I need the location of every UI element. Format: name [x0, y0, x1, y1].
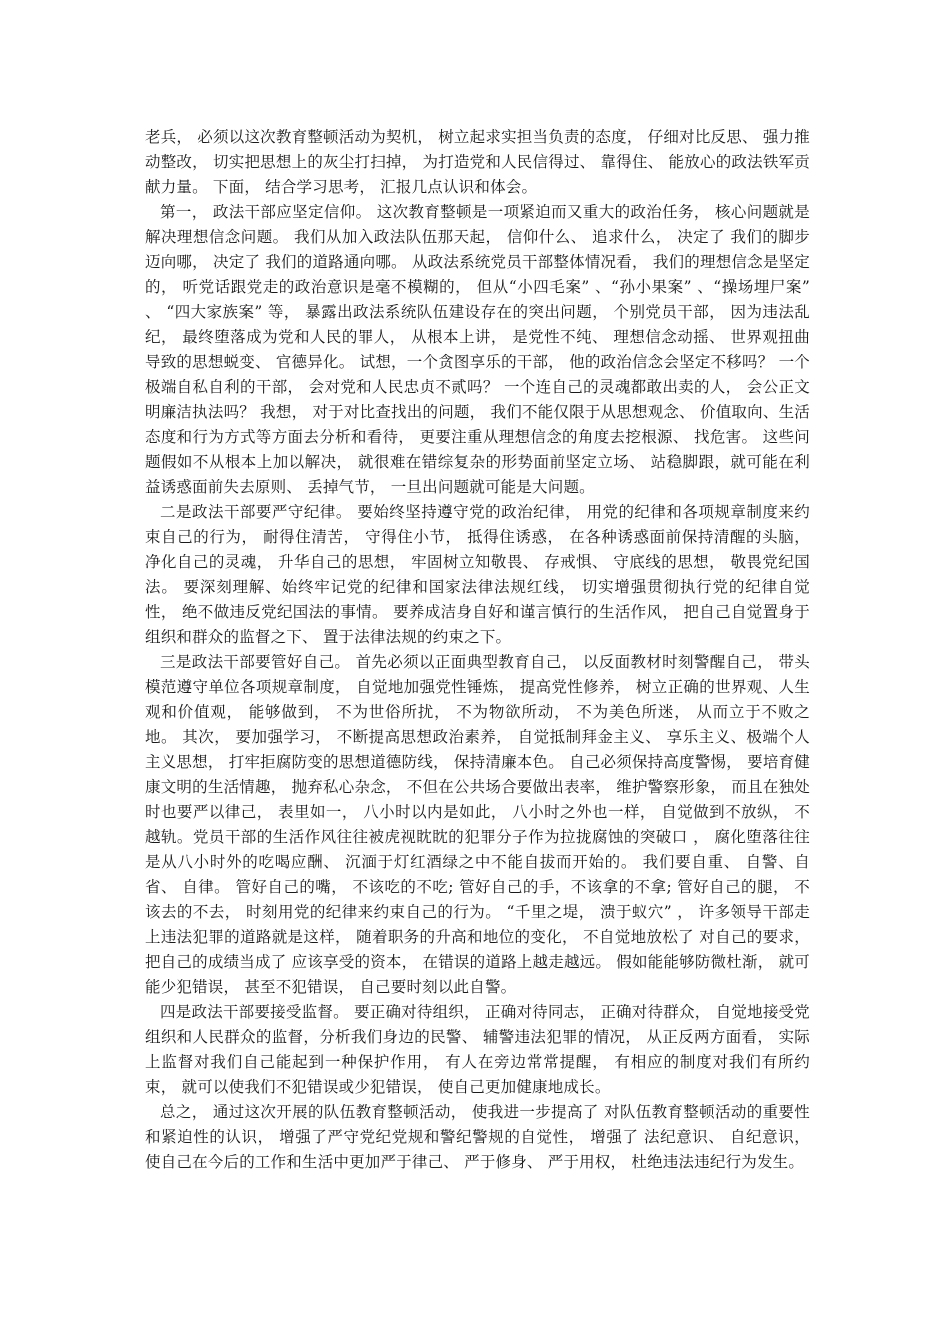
paragraph-section-4: 四是政法干部要接受监督。 要正确对待组织， 正确对待同志， 正确对待群众， 自觉地接受党组织和人民群众的监督，分析我们身边的民警、 辅警违法犯罪的情况， 从正反两方面看， 实际上监督对我们自己能起到一种保护作用， 有人在旁边常常提醒， 有相应的制度对我们有所约束， 就可以使我们不犯错误或少犯错误， 使自己更加健康地成长。: [145, 1003, 810, 1096]
paragraph-intro: 老兵， 必须以这次教育整顿活动为契机， 树立起求实担当负责的态度， 仔细对比反思、 强力推动整改， 切实把思想上的灰尘打扫掉， 为打造党和人民信得过、 靠得住、 能放心的政法铁军贡献力量。 下面， 结合学习思考， 汇报几点认识和体会。: [145, 128, 810, 196]
paragraph-section-3: 三是政法干部要管好自己。 首先必须以正面典型教育自己， 以反面教材时刻警醒自己， 带头模范遵守单位各项规章制度， 自觉地加强党性锤炼， 提高党性修养， 树立正确的世界观、人生观和价值观， 能够做到， 不为世俗所扰， 不为物欲所动， 不为美色所迷， 从而立于不败之地。 其次， 要加强学习， 不断提高思想政治素养， 自觉抵制拜金主义、 享乐主义、极端个人主义思想， 打牢拒腐防变的思想道德防线， 保持清廉本色。 自己必须保持高度警惕， 要培育健康文明的生活情趣， 抛弃私心杂念， 不但在公共场合要做出表率， 维护警察形象， 而且在独处时也要严以律己， 表里如一， 八小时以内是如此， 八小时之外也一样， 自觉做到不放纵， 不越轨。党员干部的生活作风往往被虎视眈眈的犯罪分子作为拉拢腐蚀的突破口 ， 腐化堕落往往是从八小时外的吃喝应酬、 沉湎于灯红酒绿之中不能自拔而开始的。 我们要自重、 自警、自省、 自律。 管好自己的嘴， 不该吃的不吃; 管好自己的手，不该拿的不拿; 管好自己的腿， 不该去的不去， 时刻用党的纪律来约束自己的行为。 “千里之堤， 溃于蚁穴” ， 许多领导干部走上违法犯罪的道路就是这样， 随着职务的升高和地位的变化， 不自觉地放松了 对自己的要求， 把自己的成绩当成了 应该享受的资本， 在错误的道路上越走越远。 假如能能够防微杜渐， 就可能少犯错误， 甚至不犯错误， 自己要时刻以此自警。: [145, 653, 810, 996]
paragraph-section-1: 第一， 政法干部应坚定信仰。 这次教育整顿是一项紧迫而又重大的政治任务， 核心问题就是解决理想信念问题。 我们从加入政法队伍那天起， 信仰什么、 追求什么， 决定了 我们的脚步迈向哪， 决定了 我们的道路通向哪。 从政法系统党员干部整体情况看， 我们的理想信念是坚定的， 听党话跟党走的政治意识是毫不模糊的， 但从“小四毛案” 、“孙小果案” 、“操场埋尸案” 、 “四大家族案” 等， 暴露出政法系统队伍建设存在的突出问题， 个别党员干部， 因为违法乱纪， 最终堕落成为党和人民的罪人， 从根本上讲， 是党性不纯、 理想信念动摇、 世界观扭曲导致的思想蜕变、 官德异化。 试想，一个贪图享乐的干部， 他的政治信念会坚定不移吗？ 一个极端自私自利的干部， 会对党和人民忠贞不贰吗？ 一个连自己的灵魂都敢出卖的人， 会公正文明廉洁执法吗？ 我想， 对于对比查找出的问题， 我们不能仅限于从思想观念、 价值取向、生活态度和行为方式等方面去分析和看待， 更要注重从理想信念的角度去挖根源、 找危害。 这些问题假如不从根本上加以解决， 就很难在错综复杂的形势面前坚定立场、 站稳脚跟，就可能在利益诱惑面前失去原则、 丢掉气节， 一旦出问题就可能是大问题。: [145, 203, 810, 496]
document-body: [145, 125, 810, 1175]
paragraph-conclusion: 总之， 通过这次开展的队伍教育整顿活动， 使我进一步提高了 对队伍教育整顿活动的重要性和紧迫性的认识， 增强了严守党纪党规和警纪警规的自觉性， 增强了 法纪意识、 自纪意识， 使自己在今后的工作和生活中更加严于律己、 严于修身、 严于用权， 杜绝违法违纪行为发生。: [145, 1103, 810, 1171]
paragraph-section-2: 二是政法干部要严守纪律。 要始终坚持遵守党的政治纪律， 用党的纪律和各项规章制度来约束自己的行为， 耐得住清苦， 守得住小节， 抵得住诱惑， 在各种诱惑面前保持清醒的头脑， 净化自己的灵魂， 升华自己的思想， 牢固树立知敬畏、 存戒惧、 守底线的思想， 敬畏党纪国法。 要深刻理解、始终牢记党的纪律和国家法律法规红线， 切实增强贯彻执行党的纪律自觉性， 绝不做违反党纪国法的事情。 要养成洁身自好和谨言慎行的生活作风， 把自己自觉置身于组织和群众的监督之下、 置于法律法规的约束之下。: [145, 503, 810, 646]
